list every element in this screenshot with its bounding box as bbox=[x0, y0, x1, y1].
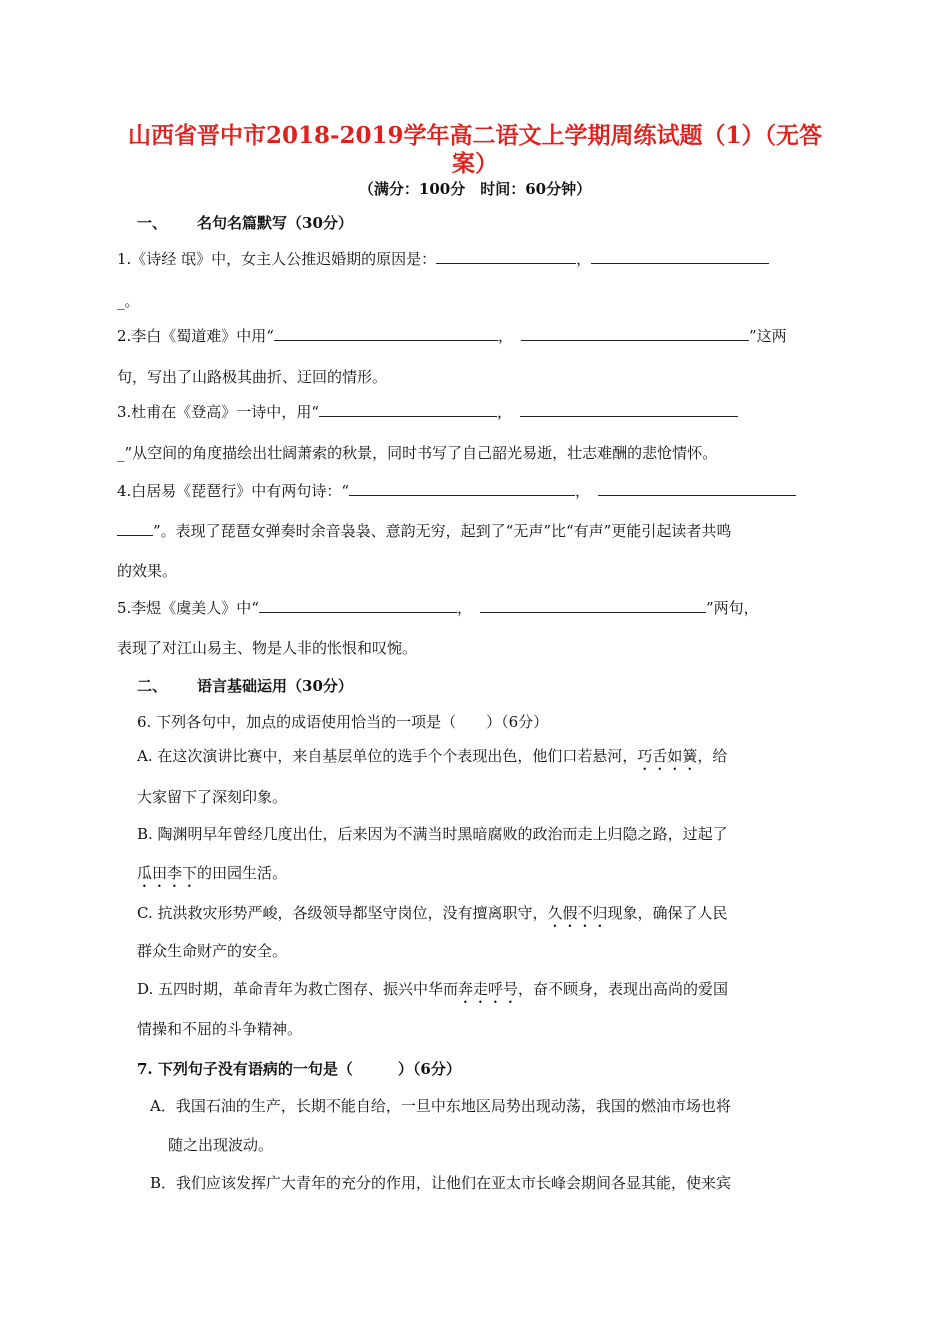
section-2-number: 二、 bbox=[137, 677, 168, 695]
question-5 bbox=[117, 597, 759, 618]
option-b: B．我们应该发挥广大青年的充分的作用，让他们在亚太市长峰会期间各显其能，使来宾 bbox=[150, 1174, 732, 1192]
question-6-stem: 6. 下列各句中，加点的成语使用恰当的一项是（ ）（6分） bbox=[137, 713, 549, 731]
question-5-end: ”两句， bbox=[706, 599, 759, 617]
option-d-continued: 情操和不屈的斗争精神。 bbox=[137, 1020, 303, 1038]
question-1 bbox=[117, 248, 769, 269]
option-a: A．我国石油的生产，长期不能自给，一旦中东地区局势出现动荡，我国的燃油市场也将 bbox=[150, 1097, 731, 1115]
section-2-title: 语言基础运用（30分） bbox=[197, 677, 353, 695]
score-time-info: （满分：100分 时间：60分钟） bbox=[358, 180, 592, 198]
question-2-end: ”这两 bbox=[749, 327, 787, 345]
answer-blank[interactable] bbox=[436, 249, 576, 264]
option-a-continued: 大家留下了深刻印象。 bbox=[137, 788, 288, 806]
section-1-heading bbox=[137, 212, 353, 233]
question-4-text: 4.白居易《琵琶行》中有两句诗：“ bbox=[117, 482, 349, 500]
option-c-text: C. 抗洪救灾形势严峻，各级领导都坚守岗位，没有擅离职守， bbox=[137, 904, 548, 922]
question-1-continued: _。 bbox=[117, 292, 140, 310]
option-d-text: D. 五四时期，革命青年为救亡图存、振兴中华而 bbox=[137, 980, 459, 998]
dotted-idiom: 久假不归 bbox=[547, 904, 608, 922]
dotted-idiom: 奔走呼号 bbox=[458, 980, 519, 998]
answer-blank[interactable] bbox=[598, 481, 796, 496]
question-4 bbox=[117, 480, 796, 501]
question-7-stem: 7. 下列句子没有语病的一句是（ ）（6分） bbox=[137, 1060, 461, 1078]
option-b: B. 陶渊明早年曾经几度出仕，后来因为不满当时黑暗腐败的政治而走上归隐之路，过起了 bbox=[137, 825, 728, 843]
question-3-continued: _”从空间的角度描绘出壮阔萧索的秋景，同时书写了自己韶光易逝，壮志难酬的悲怆情怀。 bbox=[117, 444, 718, 462]
question-2 bbox=[117, 325, 787, 346]
answer-blank[interactable] bbox=[319, 402, 497, 417]
answer-blank[interactable] bbox=[259, 598, 457, 613]
answer-blank[interactable] bbox=[117, 521, 153, 536]
answer-blank[interactable] bbox=[520, 402, 738, 417]
answer-blank[interactable] bbox=[274, 326, 498, 341]
question-4-continued bbox=[117, 520, 731, 541]
option-b-text-end: 的田园生活。 bbox=[197, 864, 288, 882]
option-c bbox=[137, 902, 728, 931]
option-a-text-end: ，给 bbox=[697, 747, 728, 765]
dotted-idiom: 巧舌如簧 bbox=[637, 747, 698, 765]
separator: ， bbox=[456, 599, 472, 617]
question-3 bbox=[117, 401, 738, 422]
question-3-text: 3.杜甫在《登高》一诗中，用“ bbox=[117, 403, 319, 421]
option-a-text: A. 在这次演讲比赛中，来自基层单位的选手个个表现出色，他们口若悬河， bbox=[137, 747, 638, 765]
question-2-continued: 句，写出了山路极其曲折、迂回的情形。 bbox=[117, 368, 388, 386]
option-c-text-end: 现象，确保了人民 bbox=[607, 904, 728, 922]
question-5-continued: 表现了对江山易主、物是人非的怅恨和叹惋。 bbox=[117, 639, 418, 657]
option-d-text-end: ，奋不顾身，表现出高尚的爱国 bbox=[518, 980, 729, 998]
question-4-continued-2: 的效果。 bbox=[117, 562, 178, 580]
option-b-continued bbox=[137, 862, 287, 891]
question-2-text: 2.李白《蜀道难》中用“ bbox=[117, 327, 274, 345]
page-title-line2: 案） bbox=[452, 150, 498, 177]
page-title-line1: 山西省晋中市2018-2019学年高二语文上学期周练试题（1）（无答 bbox=[127, 122, 823, 149]
separator: ， bbox=[496, 403, 512, 421]
answer-blank[interactable] bbox=[480, 598, 706, 613]
answer-blank[interactable] bbox=[591, 249, 769, 264]
question-4-cont-text: ”。表现了琵琶女弹奏时余音袅袅、意韵无穷，起到了“无声”比“有声”更能引起读者共鸣 bbox=[153, 522, 732, 540]
separator: ， bbox=[574, 482, 590, 500]
option-d bbox=[137, 978, 728, 1007]
section-1-number: 一、 bbox=[137, 214, 168, 232]
dotted-idiom: 瓜田李下 bbox=[137, 864, 198, 882]
question-5-text: 5.李煜《虞美人》中“ bbox=[117, 599, 259, 617]
section-2-heading bbox=[137, 675, 353, 696]
separator: ， bbox=[576, 250, 592, 268]
option-a bbox=[137, 745, 727, 774]
separator: ， bbox=[497, 327, 513, 345]
answer-blank[interactable] bbox=[349, 481, 575, 496]
option-a-continued: 随之出现波动。 bbox=[168, 1136, 274, 1154]
answer-blank[interactable] bbox=[521, 326, 749, 341]
option-c-continued: 群众生命财产的安全。 bbox=[137, 942, 288, 960]
question-1-text: 1.《诗经 氓》中，女主人公推迟婚期的原因是： bbox=[117, 250, 437, 268]
section-1-title: 名句名篇默写（30分） bbox=[197, 214, 353, 232]
